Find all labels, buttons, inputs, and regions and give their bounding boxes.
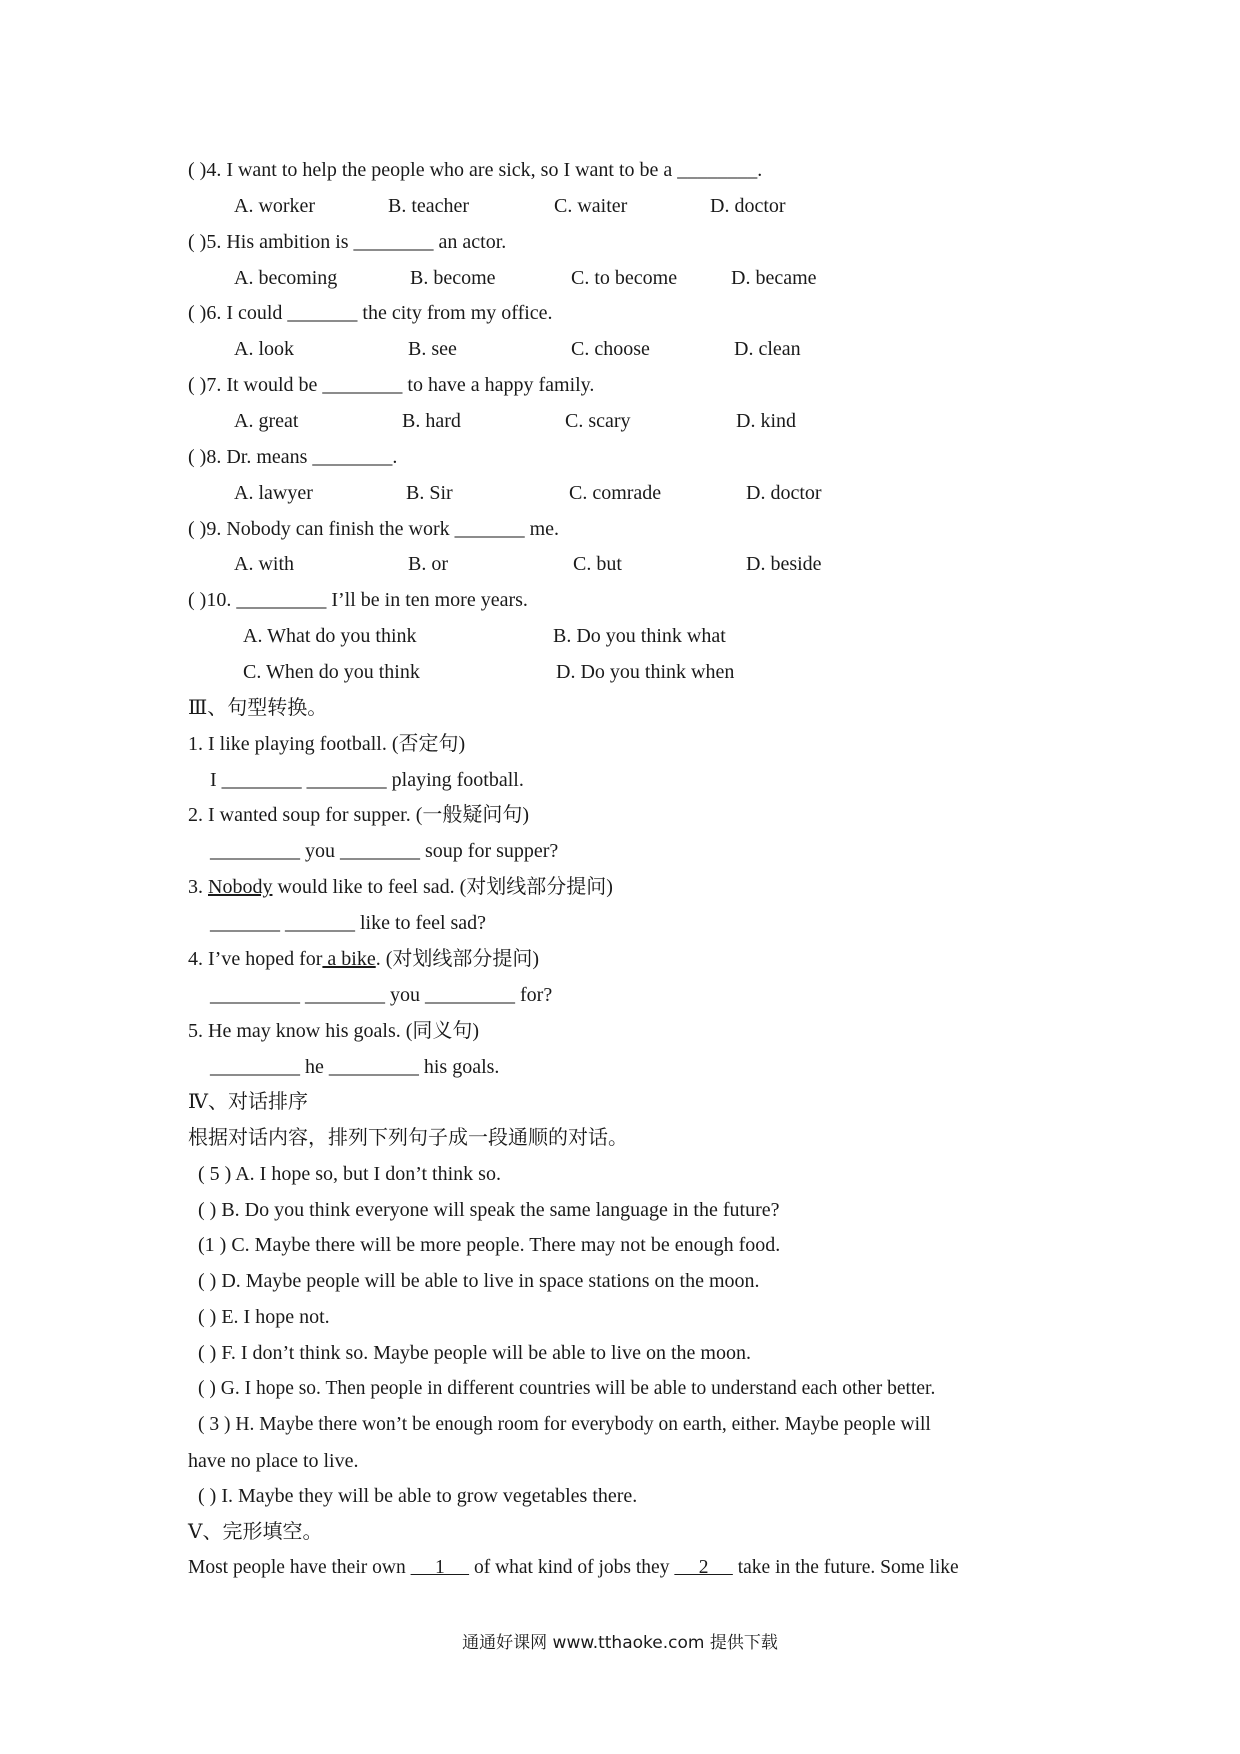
option-6b: B. see — [408, 338, 457, 360]
option-4d: D. doctor — [710, 195, 786, 217]
option-8c: C. comrade — [569, 482, 662, 504]
question-7: ( )7. It would be ________ to have a happy family. — [188, 374, 595, 396]
option-6c: C. choose — [571, 338, 650, 360]
transform-answer-1: I ________ ________ playing football. — [210, 769, 524, 791]
cloze-text-2: of what kind of jobs they — [469, 1557, 675, 1578]
option-10a: A. What do you think — [243, 625, 417, 647]
underlined-word: Nobody — [208, 876, 273, 898]
option-5c: C. to become — [571, 267, 678, 289]
dialogue-line-h: ( 3 ) H. Maybe there won’t be enough room for everybody on earth, either. Maybe people will — [198, 1414, 931, 1435]
option-10c: C. When do you think — [243, 661, 420, 683]
option-5b: B. become — [410, 267, 496, 289]
section-4-instruction: 根据对话内容，排列下列句子成一段通顺的对话。 — [188, 1127, 628, 1149]
transform-item-5 — [188, 1018, 479, 1044]
option-6a: A. look — [234, 338, 294, 360]
transform-answer-3: _______ _______ like to feel sad? — [210, 912, 487, 934]
dialogue-line-h-cont: have no place to live. — [188, 1450, 359, 1472]
transform-item-1 — [188, 731, 465, 757]
item-text-post: . (对划线部分提问) — [375, 948, 540, 970]
question-8: ( )8. Dr. means ________. — [188, 446, 398, 468]
option-4b: B. teacher — [388, 195, 470, 217]
section-3-title: Ⅲ、句型转换。 — [188, 697, 328, 719]
option-9b: B. or — [408, 553, 448, 575]
dialogue-line-g: ( ) G. I hope so. Then people in different countries will be able to understand each other better. — [198, 1378, 936, 1399]
dialogue-line-a: ( 5 ) A. I hope so, but I don’t think so. — [198, 1163, 501, 1185]
transform-answer-5: _________ he _________ his goals. — [210, 1056, 500, 1078]
option-7a: A. great — [234, 410, 299, 432]
transform-item-4 — [188, 946, 539, 972]
cloze-blank-1: 1 — [410, 1557, 470, 1578]
option-8d: D. doctor — [746, 482, 822, 504]
option-6d: D. clean — [734, 338, 801, 360]
option-7b: B. hard — [402, 410, 461, 432]
dialogue-line-b: ( ) B. Do you think everyone will speak the same language in the future? — [198, 1199, 780, 1221]
cloze-paragraph — [188, 1555, 959, 1581]
option-9c: C. but — [573, 553, 622, 575]
option-9a: A. with — [234, 553, 294, 575]
cloze-blank-2: 2 — [674, 1557, 733, 1578]
question-10: ( )10. _________ I’ll be in ten more years. — [188, 589, 528, 611]
item-text-post: would like to feel sad. (对划线部分提问) — [272, 876, 613, 898]
dialogue-line-d: ( ) D. Maybe people will be able to live in space stations on the moon. — [198, 1270, 760, 1292]
question-5: ( )5. His ambition is ________ an actor. — [188, 231, 507, 253]
option-10d: D. Do you think when — [556, 661, 735, 683]
underlined-word: a bike — [322, 948, 376, 970]
transform-item-3 — [188, 874, 613, 900]
cloze-text-1: Most people have their own — [188, 1557, 411, 1578]
dialogue-line-e: ( ) E. I hope not. — [198, 1306, 330, 1328]
option-10b: B. Do you think what — [553, 625, 726, 647]
option-7d: D. kind — [736, 410, 796, 432]
page-footer: 通通好课网 www.tthaoke.com 提供下载 — [462, 1633, 778, 1653]
transform-answer-2: _________ you ________ soup for supper? — [210, 840, 559, 862]
transform-item-2 — [188, 802, 529, 828]
dialogue-line-c: (1 ) C. Maybe there will be more people. There may not be enough food. — [198, 1234, 781, 1256]
dialogue-line-i: ( ) I. Maybe they will be able to grow vegetables there. — [198, 1485, 638, 1507]
option-4a: A. worker — [234, 195, 316, 217]
question-4: ( )4. I want to help the people who are sick, so I want to be a ________. — [188, 159, 763, 181]
item-text-pre: 4. I’ve hoped for — [188, 948, 323, 970]
item-text-pre: 3. — [188, 876, 208, 898]
option-5d: D. became — [731, 267, 817, 289]
cloze-text-3: take in the future. Some like — [732, 1557, 959, 1578]
option-4c: C. waiter — [554, 195, 628, 217]
option-5a: A. becoming — [234, 267, 338, 289]
dialogue-line-f: ( ) F. I don’t think so. Maybe people will be able to live on the moon. — [198, 1342, 751, 1364]
option-8b: B. Sir — [406, 482, 453, 504]
question-9: ( )9. Nobody can finish the work _______ me. — [188, 518, 560, 540]
section-5-title: Ⅴ、完形填空。 — [188, 1521, 323, 1543]
question-6: ( )6. I could _______ the city from my office. — [188, 302, 553, 324]
section-4-title: Ⅳ、对话排序 — [188, 1091, 308, 1113]
transform-answer-4: _________ ________ you _________ for? — [210, 984, 553, 1006]
option-8a: A. lawyer — [234, 482, 313, 504]
option-9d: D. beside — [746, 553, 822, 575]
item-text: 1. I like playing football. (否定句) — [188, 733, 466, 755]
option-7c: C. scary — [565, 410, 631, 432]
item-text: 2. I wanted soup for supper. (一般疑问句) — [188, 804, 530, 826]
item-text: 5. He may know his goals. (同义句) — [188, 1020, 480, 1042]
